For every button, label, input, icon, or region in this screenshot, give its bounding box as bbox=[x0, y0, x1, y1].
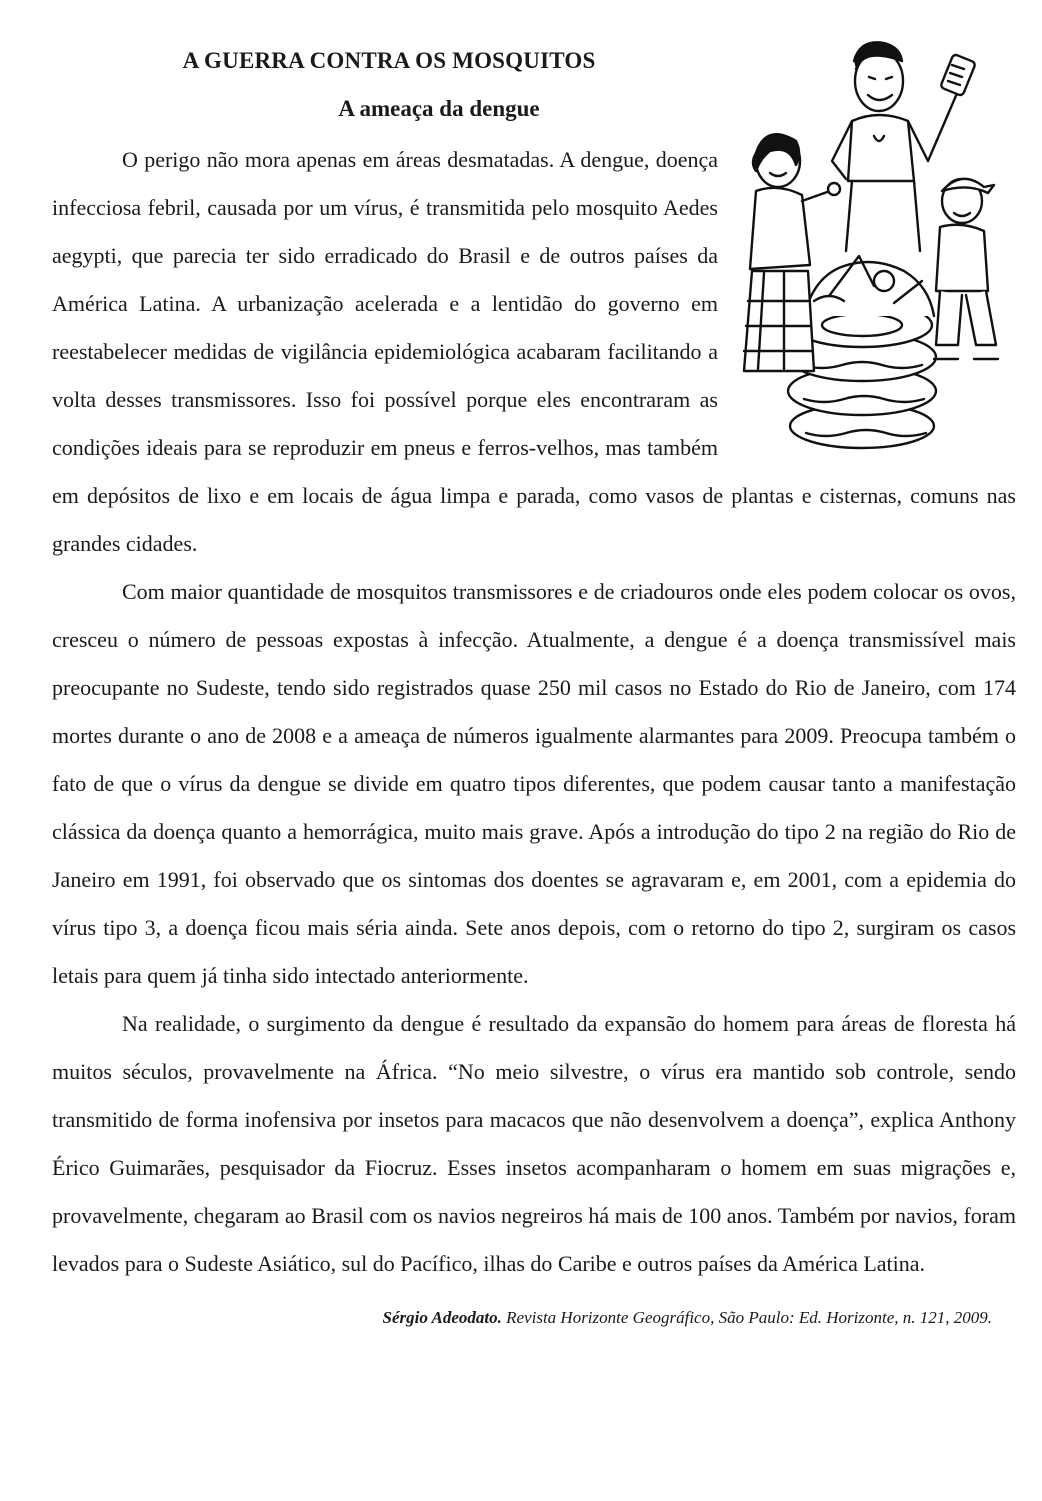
article-paragraph: Com maior quantidade de mosquitos transmissores e de criadouros onde eles podem colocar os ovos, cresceu o número de pessoas expostas à infecção. Atualmente, a dengue é a doença transmissível mais preocupante no Sudeste, tendo sido registrados quase 250 mil casos no Estado do Rio de Janeiro, com 174 mortes durante o ano de 2008 e a ameaça de números igualmente alarmantes para 2009. Preocupa também o fato de que o vírus da dengue se divide em quatro tipos diferentes, que podem causar tanto a manifestação clássica da doença quanto a hemorrágica, muito mais grave. Após a introdução do tipo 2 na região do Rio de Janeiro em 1991, foi observado que os sintomas dos doentes se agravaram e, em 2001, com a epidemia do vírus tipo 3, a doença ficou mais séria ainda. Sete anos depois, com o retorno do tipo 2, surgiram os casos letais para quem já tinha sido intectado anteriormente. bbox=[52, 579, 1016, 988]
source-reference: Revista Horizonte Geográfico, São Paulo: Ed. Horizonte, n. 121, 2009. bbox=[501, 1308, 992, 1327]
boy-figure-icon bbox=[934, 179, 998, 359]
source-author: Sérgio Adeodato. bbox=[382, 1308, 502, 1327]
source-citation bbox=[52, 1308, 1016, 1328]
junk-pile-icon bbox=[804, 256, 934, 316]
article-subtitle: A ameaça da dengue bbox=[338, 96, 540, 121]
article-body bbox=[52, 136, 1016, 1288]
man-figure-icon bbox=[832, 42, 928, 251]
article-paragraph: Na realidade, o surgimento da dengue é resultado da expansão do homem para áreas de floresta há muitos séculos, provavelmente na África. “No meio silvestre, o vírus era mantido sob controle, sendo transmitido de forma inofensiva por insetos para macacos que não desenvolvem a doença”, explica Anthony Érico Guimarães, pesquisador da Fiocruz. Esses insetos acompanharam o homem em suas migrações e, provavelmente, chegaram ao Brasil com os navios negreiros há mais de 100 anos. Também por navios, foram levados para o Sudeste Asiático, sul do Pacífico, ilhas do Caribe e outros países da América Latina. bbox=[52, 1011, 1016, 1276]
article-title: A GUERRA CONTRA OS MOSQUITOS bbox=[182, 48, 596, 73]
article-paragraph: O perigo não mora apenas em áreas desmatadas. A dengue, doença infecciosa febril, causada por um vírus, é transmitida pelo mosquito Aedes aegypti, que parecia ter sido erradicado do Brasil e de outros países da América Latina. A urbanização acelerada e a lentidão do governo em reestabelecer medidas de vigilância epidemiológica acabaram facilitando a volta desses transmissores. Isso foi possível porque eles encontraram as condições ideais para se reproduzir em pneus e ferros-velhos, mas também em depósitos de lixo e em locais de água limpa e parada, como vasos de plantas e cisternas, comuns nas grandes cidades. bbox=[52, 147, 1016, 556]
family-fighting-mosquitoes-illustration bbox=[734, 41, 1016, 457]
fly-swatter-icon bbox=[928, 54, 976, 161]
